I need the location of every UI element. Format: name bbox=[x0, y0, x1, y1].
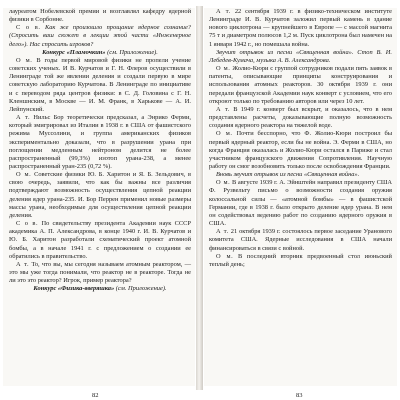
contest-title: Конкурс «Физика-вверяшка» bbox=[33, 285, 115, 293]
paragraph bbox=[9, 8, 191, 24]
paragraph-text: По свидетельству президента Академии наук СССР академика А. П. Александрова, в конце 1940 г. И. В. Курчатов и Ю. Б. Харитон разработали схематический проект атомной бомбы, а в начале 1941 г. с предложением о создании ее обратились в правительство. bbox=[9, 220, 191, 260]
paragraph-text: Почти бесспорно, что Ф. Жолио-Кюри построил бы первый ядерный реактор, если бы не война. Э. Ферми в США, но когда Франция оказалась и Жолио-Кюри остался в Париже и стал участником французского движения Сопротивления. Научную работу он смог возобновить только после освобождения Франции. bbox=[209, 130, 392, 170]
contest-title: Конкурс «Пламочкин» bbox=[42, 48, 106, 56]
contest-note: (см. Приложение). bbox=[114, 285, 167, 293]
speaker-tag: А т. bbox=[16, 114, 31, 122]
paragraph bbox=[209, 228, 392, 252]
speaker-tag: О м. bbox=[216, 130, 233, 138]
paragraph-text: 21 октября 1939 г. состоялось первое заседание Уранового комитета США. Ядерные исследования в США начали финансироваться в связи с войной. bbox=[209, 228, 392, 252]
paragraph bbox=[9, 49, 191, 57]
speaker-tag: О м. bbox=[16, 56, 33, 64]
paragraph bbox=[9, 57, 191, 114]
paragraph bbox=[9, 114, 191, 171]
paragraph bbox=[9, 285, 191, 293]
paragraph bbox=[209, 171, 392, 179]
paragraph-text: Нильс Бор теоретически предсказал, а Энрико Ферми, который эмигрировал из Италии в 1938 г. в США от фашистского режима Муссолини, и группа американских физиков экспериментально доказали, что в разрушении урана при поглощении медленным нейтроном делится не более распространенный (99,3%) изотоп урана-238, а менее распространенный уран-235 (0,72 %). bbox=[9, 114, 191, 170]
speaker-tag: С о в. bbox=[16, 220, 39, 228]
speaker-tag: О м. bbox=[216, 252, 234, 260]
paragraph-text: В последний вторник предвоенный стол июньский теплый день; bbox=[209, 252, 392, 268]
page-number-left: 82 bbox=[92, 392, 99, 399]
paragraph-text: Жолио-Кюри с группой сотрудников подали пять заявок в патенты, описывающие принципы конструирования и использования атомных реакторов. 30 октября 1939 г. они передали французской Академии наук конверт с условием, что его откроют только по требованию авторов или через 10 лет. bbox=[209, 65, 392, 105]
paragraph-text: В годы первой мировой физики не пропели учение советских ученых. И В. Курчатов и Г. Н. Флеров осуществили в Ленинграде той же явлении деления и создали первую в мире советскую лабораторию Курчатова. В Ленинграде по инициативе и с переводом ряда центров физики: в С. Д. Головина с Г. Н. Кленшнским, в Москве — И. М. Франк, в Харькове — А. И. Лейпунский. bbox=[9, 56, 191, 113]
page-number-right: 83 bbox=[296, 392, 303, 399]
contest-note: (см. Приложение). bbox=[105, 48, 158, 56]
paragraph-text: Вновь звучит отрывок из песни «Священная война». bbox=[216, 171, 360, 179]
speaker-tag: А т. bbox=[216, 8, 231, 15]
speaker-tag: О м. bbox=[16, 171, 32, 179]
paragraph-text: Звучит отрывок из песни «Священная война». Стоп В. И. Лебедев-Кумача, музыка А. В. Александрова. bbox=[209, 48, 392, 64]
paragraph bbox=[209, 179, 392, 228]
speaker-tag: А т. bbox=[216, 228, 229, 236]
paragraph bbox=[9, 171, 191, 220]
paragraph bbox=[9, 261, 191, 285]
paragraph bbox=[209, 49, 392, 65]
paragraph bbox=[209, 65, 392, 106]
speaker-tag: А т. bbox=[16, 260, 30, 268]
paragraph bbox=[209, 130, 392, 171]
right-page bbox=[204, 8, 397, 386]
speaker-tag: О м. bbox=[216, 179, 231, 187]
paragraph-text: Как же произошло прощание ядерное сознание? (Спросить ваш сюжет в лекции этой части «Инженерное дело»). Нас спросить игроков? bbox=[9, 24, 191, 48]
paragraph-text: лауреатом Нобелевской премии и возглавлял кафедру ядерной физики в Сорбонне. bbox=[9, 8, 191, 24]
paragraph bbox=[9, 220, 191, 261]
paragraph bbox=[209, 106, 392, 130]
paragraph-text: Советские физики Ю. Б. Харитон и Я. Б. Зельдович, в свою очередь, заявили, что как бы важны все различия подтверждают возможность осуществления цепной реакции деления ядер урана-235. И. Бор Перрен применил новые размеры массы урана, необходимые для осуществления цепной реакции деления. bbox=[9, 171, 191, 219]
paragraph bbox=[209, 253, 392, 269]
left-page bbox=[3, 8, 195, 386]
paragraph-text: То, что вы, мы сегодня называем атомным реактором, — это мы уже тогда понимали, что реактор не в реакторе. Тогда не ли это это реактор? Игрок, пример реактора? bbox=[9, 260, 191, 285]
book-gutter bbox=[196, 6, 203, 390]
paragraph-text: В 1949 г. конверт был вскрыт, и оказалось, что в нем представлены расчеты, доказывающие полную возможность создания ядерного реактора на тяжелой воде. bbox=[209, 105, 392, 130]
paragraph-text: В августе 1939 г. А. Эйнштейн направил президенту США Ф. Рузвельту письмо о возможности создания оружия колоссальной силы — «атомной бомбы» — в фашистской Германии, где в 1938 г. было открыто деление ядер урана. В нем он содействовал ведению работ по созданию ядерного оружия в США. bbox=[209, 179, 392, 228]
paragraph bbox=[9, 24, 191, 48]
speaker-tag: А т. bbox=[216, 105, 231, 113]
paragraph-text: 22 сентября 1939 г. в физико-техническом институте Ленинграде И. В. Курчатов заложил первый камень в здание нового циклотрона — крупнейшего в Европе — с массой магнита 75 т и диаметром полюсов 1,2 м. Пуск циклотрона был намечен на 1 января 1942 г., но помешала война. bbox=[209, 8, 392, 48]
paragraph bbox=[209, 8, 392, 49]
speaker-tag: С о в. bbox=[16, 24, 41, 32]
speaker-tag: О м. bbox=[216, 65, 231, 73]
